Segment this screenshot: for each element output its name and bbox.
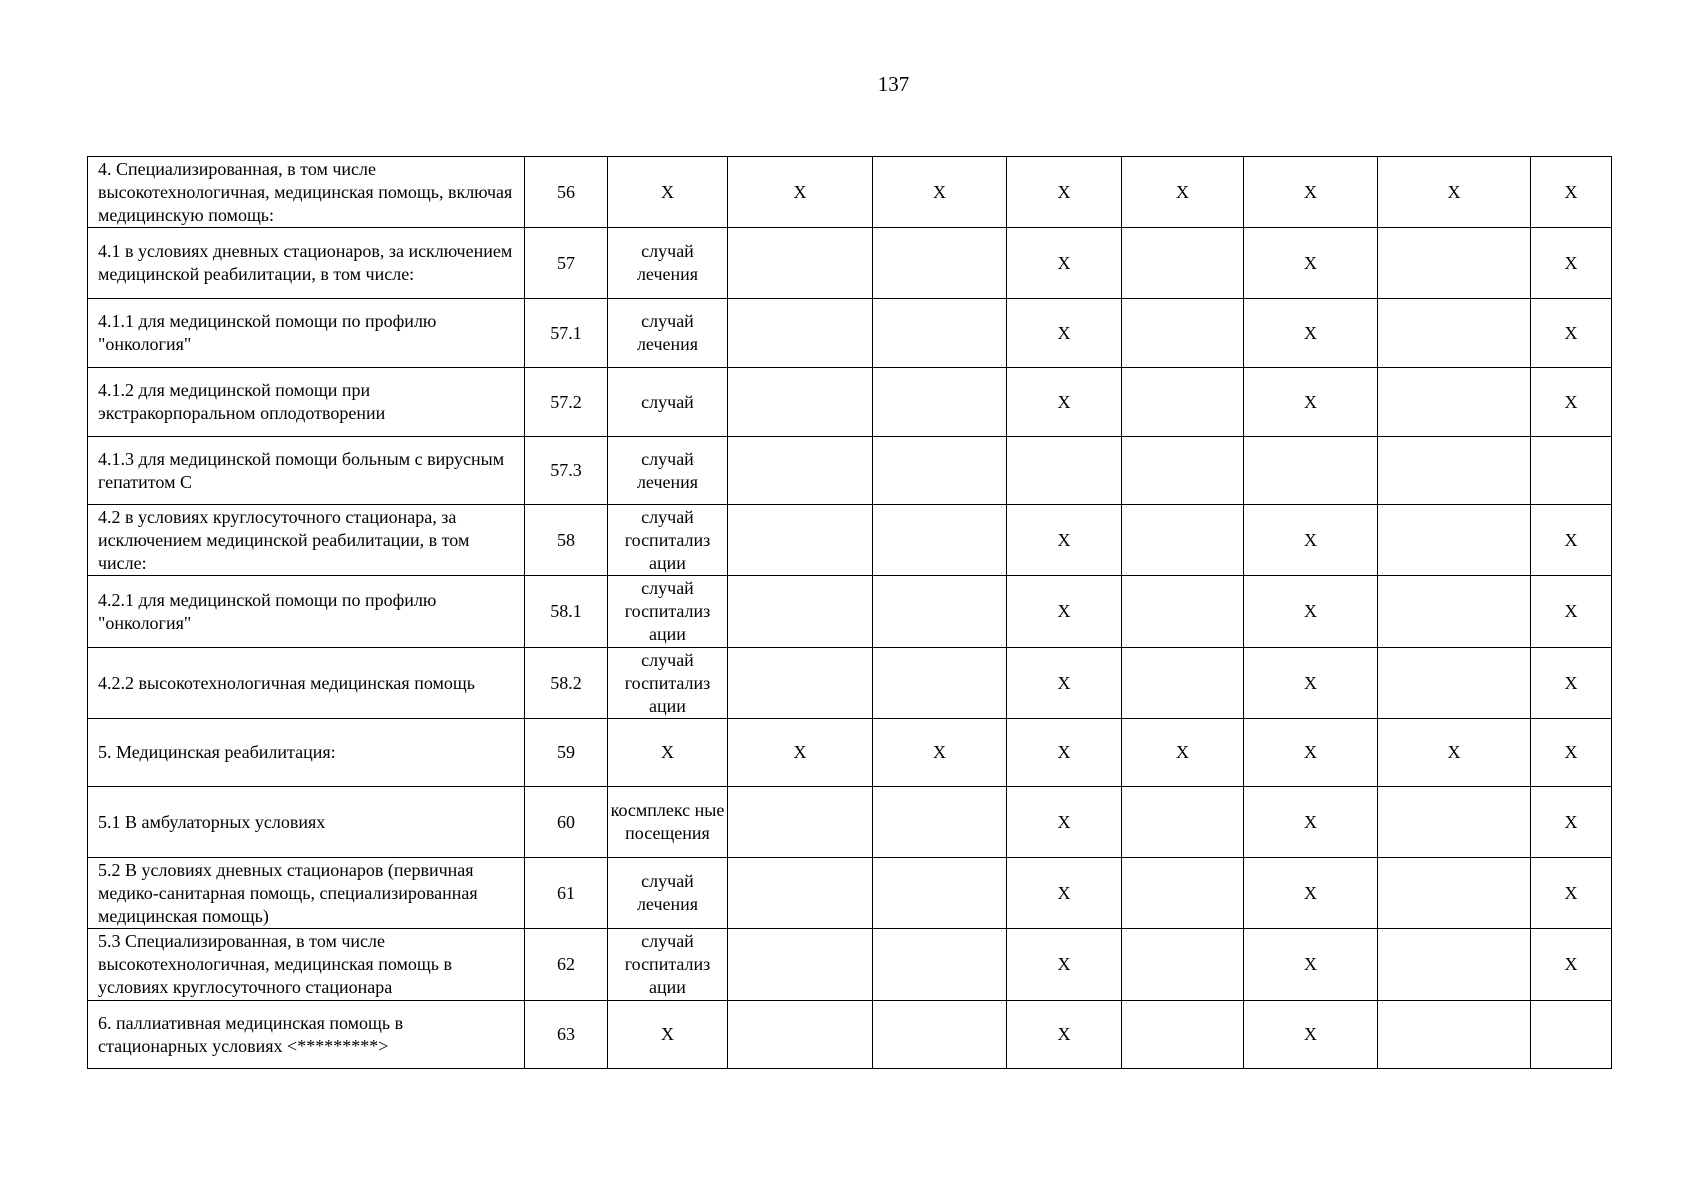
row-number-cell: 63: [525, 1001, 608, 1069]
value-cell: X: [1007, 1001, 1122, 1069]
value-cell: [728, 787, 873, 858]
unit-cell: случай: [608, 368, 728, 437]
value-cell: [728, 228, 873, 299]
data-table: [87, 156, 1612, 1069]
unit-cell: случай лечения: [608, 299, 728, 368]
row-name-cell: 6. паллиативная медицинская помощь в стационарных условиях <*********>: [88, 1001, 525, 1069]
value-cell: X: [1244, 1001, 1378, 1069]
unit-cell: случай госпитализ ации: [608, 576, 728, 648]
value-cell: X: [1244, 299, 1378, 368]
row-name-cell: 4. Специализированная, в том числе высокотехнологичная, медицинская помощь, включая медицинскую помощь:: [88, 157, 525, 228]
value-cell: [873, 368, 1007, 437]
value-cell: X: [1244, 505, 1378, 576]
value-cell: X: [1007, 299, 1122, 368]
value-cell: [728, 368, 873, 437]
value-cell: [873, 505, 1007, 576]
unit-cell: X: [608, 719, 728, 787]
table-row: [88, 787, 1612, 858]
table-row: [88, 648, 1612, 719]
value-cell: [1122, 368, 1244, 437]
unit-cell: случай лечения: [608, 228, 728, 299]
value-cell: [873, 858, 1007, 929]
row-number-cell: 61: [525, 858, 608, 929]
row-number-cell: 57.1: [525, 299, 608, 368]
value-cell: [728, 299, 873, 368]
value-cell: [873, 1001, 1007, 1069]
table-row: [88, 368, 1612, 437]
value-cell: X: [873, 157, 1007, 228]
unit-cell: случай госпитализ ации: [608, 648, 728, 719]
value-cell: [873, 787, 1007, 858]
value-cell: X: [1007, 228, 1122, 299]
table-row: [88, 719, 1612, 787]
value-cell: [1122, 1001, 1244, 1069]
row-number-cell: 57.2: [525, 368, 608, 437]
value-cell: X: [873, 719, 1007, 787]
table-row: [88, 505, 1612, 576]
value-cell: [1378, 505, 1531, 576]
row-number-cell: 58.2: [525, 648, 608, 719]
value-cell: [1378, 648, 1531, 719]
unit-cell: случай лечения: [608, 858, 728, 929]
unit-cell: X: [608, 157, 728, 228]
value-cell: [1122, 648, 1244, 719]
table-row: [88, 1001, 1612, 1069]
value-cell: [1122, 437, 1244, 505]
table-row: [88, 228, 1612, 299]
row-name-cell: 5.2 В условиях дневных стационаров (первичная медико-санитарная помощь, специализированная медицинская помощь): [88, 858, 525, 929]
value-cell: [873, 929, 1007, 1001]
value-cell: [1378, 1001, 1531, 1069]
value-cell: X: [1244, 157, 1378, 228]
row-name-cell: 5. Медицинская реабилитация:: [88, 719, 525, 787]
value-cell: X: [1531, 719, 1612, 787]
value-cell: [1378, 368, 1531, 437]
table-row: [88, 576, 1612, 648]
value-cell: X: [728, 157, 873, 228]
value-cell: X: [1531, 228, 1612, 299]
row-number-cell: 60: [525, 787, 608, 858]
value-cell: [1122, 929, 1244, 1001]
value-cell: [873, 299, 1007, 368]
value-cell: X: [1531, 576, 1612, 648]
unit-cell: космплекс ные посещения: [608, 787, 728, 858]
value-cell: X: [1007, 157, 1122, 228]
row-number-cell: 62: [525, 929, 608, 1001]
value-cell: X: [1531, 299, 1612, 368]
unit-cell: X: [608, 1001, 728, 1069]
value-cell: X: [1244, 576, 1378, 648]
value-cell: X: [1244, 368, 1378, 437]
value-cell: [1122, 858, 1244, 929]
value-cell: X: [1007, 858, 1122, 929]
value-cell: [1378, 437, 1531, 505]
table-row: [88, 929, 1612, 1001]
value-cell: X: [1007, 929, 1122, 1001]
unit-cell: случай госпитализ ации: [608, 505, 728, 576]
table-row: [88, 858, 1612, 929]
value-cell: X: [1007, 368, 1122, 437]
value-cell: X: [1244, 787, 1378, 858]
value-cell: X: [1378, 719, 1531, 787]
value-cell: X: [1531, 787, 1612, 858]
row-name-cell: 4.1.3 для медицинской помощи больным с вирусным гепатитом С: [88, 437, 525, 505]
value-cell: [1378, 228, 1531, 299]
value-cell: X: [1244, 228, 1378, 299]
table-row: [88, 299, 1612, 368]
value-cell: [728, 929, 873, 1001]
row-number-cell: 57: [525, 228, 608, 299]
table-row: [88, 437, 1612, 505]
row-number-cell: 58: [525, 505, 608, 576]
value-cell: X: [1122, 719, 1244, 787]
value-cell: X: [1122, 157, 1244, 228]
value-cell: [1378, 299, 1531, 368]
value-cell: X: [1531, 648, 1612, 719]
value-cell: [1122, 787, 1244, 858]
row-name-cell: 4.1.1 для медицинской помощи по профилю "онкология": [88, 299, 525, 368]
table-body: [88, 157, 1612, 1069]
row-number-cell: 58.1: [525, 576, 608, 648]
value-cell: [728, 505, 873, 576]
value-cell: [1378, 929, 1531, 1001]
row-name-cell: 4.1 в условиях дневных стационаров, за исключением медицинской реабилитации, в том числе:: [88, 228, 525, 299]
value-cell: X: [1007, 648, 1122, 719]
value-cell: X: [1244, 929, 1378, 1001]
page-number: 137: [877, 72, 910, 96]
value-cell: [873, 648, 1007, 719]
value-cell: [728, 648, 873, 719]
value-cell: [1007, 437, 1122, 505]
value-cell: [1531, 437, 1612, 505]
value-cell: [873, 228, 1007, 299]
value-cell: X: [1007, 505, 1122, 576]
value-cell: X: [1531, 505, 1612, 576]
value-cell: [873, 437, 1007, 505]
value-cell: X: [1007, 576, 1122, 648]
table-row: [88, 157, 1612, 228]
value-cell: X: [1007, 719, 1122, 787]
value-cell: [728, 437, 873, 505]
value-cell: X: [1531, 157, 1612, 228]
value-cell: X: [1244, 719, 1378, 787]
value-cell: [873, 576, 1007, 648]
row-number-cell: 57.3: [525, 437, 608, 505]
unit-cell: случай лечения: [608, 437, 728, 505]
row-name-cell: 4.1.2 для медицинской помощи при экстракорпоральном оплодотворении: [88, 368, 525, 437]
value-cell: [1122, 299, 1244, 368]
value-cell: [1122, 576, 1244, 648]
row-name-cell: 4.2.1 для медицинской помощи по профилю "онкология": [88, 576, 525, 648]
value-cell: [1244, 437, 1378, 505]
row-name-cell: 4.2.2 высокотехнологичная медицинская помощь: [88, 648, 525, 719]
value-cell: X: [1531, 858, 1612, 929]
value-cell: X: [1244, 858, 1378, 929]
row-name-cell: 5.3 Специализированная, в том числе высокотехнологичная, медицинская помощь в условиях круглосуточного стационара: [88, 929, 525, 1001]
row-number-cell: 56: [525, 157, 608, 228]
value-cell: X: [1007, 787, 1122, 858]
row-name-cell: 5.1 В амбулаторных условиях: [88, 787, 525, 858]
value-cell: [1531, 1001, 1612, 1069]
value-cell: [1122, 228, 1244, 299]
value-cell: X: [1244, 648, 1378, 719]
value-cell: X: [1378, 157, 1531, 228]
value-cell: [1378, 576, 1531, 648]
value-cell: [728, 858, 873, 929]
value-cell: X: [1531, 368, 1612, 437]
value-cell: [728, 576, 873, 648]
value-cell: [728, 1001, 873, 1069]
row-name-cell: 4.2 в условиях круглосуточного стационара, за исключением медицинской реабилитации, в том числе:: [88, 505, 525, 576]
value-cell: [1122, 505, 1244, 576]
unit-cell: случай госпитализ ации: [608, 929, 728, 1001]
value-cell: [1378, 787, 1531, 858]
value-cell: [1378, 858, 1531, 929]
value-cell: X: [1531, 929, 1612, 1001]
value-cell: X: [728, 719, 873, 787]
row-number-cell: 59: [525, 719, 608, 787]
